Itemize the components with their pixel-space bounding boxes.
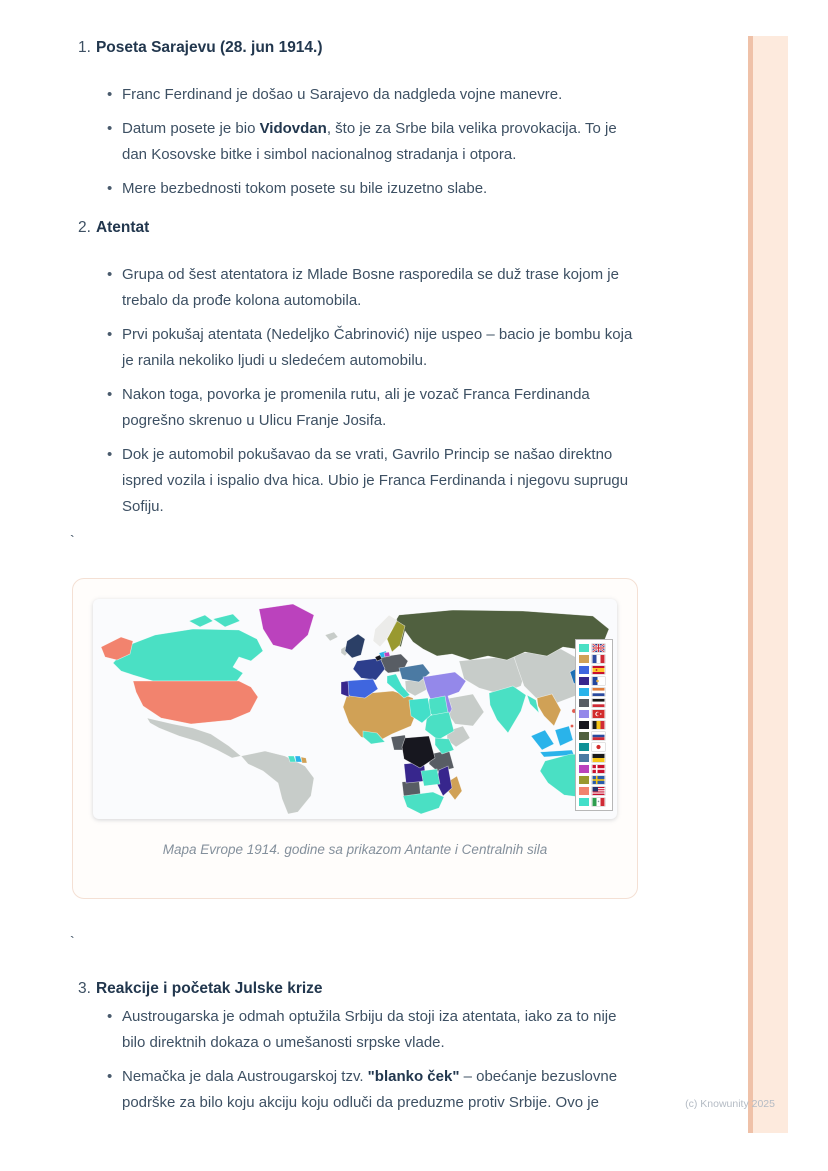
section-atentat — [78, 218, 653, 520]
copyright-note: (c) Knowunity 2025 — [685, 1098, 775, 1110]
body-text: Mere bezbednosti tokom posete su bile izuzetno slabe. — [122, 180, 488, 197]
bullet-item — [106, 82, 634, 108]
legend-row — [579, 666, 609, 674]
bullet-item — [106, 116, 634, 168]
section-title: Atentat — [95, 219, 150, 236]
body-text: Nakon toga, povorka je promenila rutu, ali je vozač Franca Ferdinanda pogrešno skrenuo u Ulicu Franje Josifa. — [122, 386, 590, 429]
bold-text: Vidovdan — [259, 120, 327, 137]
bullet-item — [106, 1064, 634, 1116]
region-france — [353, 658, 385, 680]
netherlands-flag-icon — [592, 688, 605, 696]
legend-color-swatch — [579, 688, 589, 696]
body-text: Austrougarska je odmah optužila Srbiju da stoji iza atentata, iako za to nije bilo direktnih dokaza o umešanosti srpske vlade. — [122, 1008, 617, 1051]
edge-stripe-fill — [753, 36, 788, 1133]
bullet-list — [78, 82, 634, 202]
legend-row — [579, 754, 609, 762]
portugal-flag-icon — [592, 677, 605, 685]
bullet-item — [106, 322, 634, 374]
section-heading — [78, 218, 653, 238]
section-heading — [78, 979, 653, 999]
legend-row — [579, 743, 609, 751]
bullet-item — [106, 176, 634, 202]
ottoman-empire-flag-icon — [592, 710, 605, 718]
belgium-flag-icon — [592, 721, 605, 729]
legend-row — [579, 732, 609, 740]
legend-row — [579, 721, 609, 729]
legend-row — [579, 787, 609, 795]
legend-row — [579, 710, 609, 718]
map-caption: Mapa Evrope 1914. godine sa prikazom Antante i Centralnih sila — [162, 842, 548, 857]
legend-color-swatch — [579, 776, 589, 784]
legend-color-swatch — [579, 754, 589, 762]
section-title: Reakcije i početak Julske krize — [95, 980, 323, 997]
legend-color-swatch — [579, 644, 589, 652]
bullet-list — [78, 262, 634, 520]
france-flag-icon — [592, 655, 605, 663]
legend-row — [579, 765, 609, 773]
bullet-item — [106, 262, 634, 314]
italy-flag-icon — [592, 798, 605, 806]
legend-color-swatch — [579, 666, 589, 674]
legend-row — [579, 798, 609, 806]
bullet-item — [106, 442, 634, 520]
section-number: 3. — [78, 980, 91, 997]
map-legend — [575, 639, 613, 811]
legend-color-swatch — [579, 677, 589, 685]
region-united-kingdom — [345, 634, 365, 658]
legend-row — [579, 699, 609, 707]
section-title: Poseta Sarajevu (28. jun 1914.) — [95, 39, 323, 56]
bullet-item — [106, 382, 634, 434]
legend-color-swatch — [579, 732, 589, 740]
body-text: Dok je automobil pokušavao da se vrati, Gavrilo Princip se našao direktno ispred vozila i ispalio dva hica. Ubio je Franca Ferdinanda i njegovu suprugu Sofiju. — [122, 446, 629, 515]
legend-row — [579, 644, 609, 652]
legend-row — [579, 688, 609, 696]
legend-color-swatch — [579, 743, 589, 751]
body-text: Datum posete je bio — [122, 120, 260, 137]
body-text: – obećanje bezuslovne podrške za bilo koju akciju koju odluči da preduzme protiv Srbije. Ovo je — [122, 1068, 618, 1111]
legend-row — [579, 677, 609, 685]
legend-color-swatch — [579, 721, 589, 729]
legend-color-swatch — [579, 655, 589, 663]
united-states-flag-icon — [592, 787, 605, 795]
world-map — [93, 599, 617, 819]
note-content — [70, 38, 653, 1124]
bullet-list — [78, 1004, 634, 1116]
sweden-flag-icon — [592, 776, 605, 784]
region-denmark — [259, 604, 390, 657]
denmark-flag-icon — [592, 765, 605, 773]
russia-flag-icon — [592, 732, 605, 740]
world-map-image — [93, 599, 617, 819]
legend-color-swatch — [579, 798, 589, 806]
bullet-item — [106, 1004, 634, 1056]
section-reakcije — [78, 979, 653, 1116]
austria-hungary-flag-icon — [592, 754, 605, 762]
legend-color-swatch — [579, 699, 589, 707]
legend-row — [579, 776, 609, 784]
body-text: , što je za Srbe bila velika provokacija. To je dan Kosovske bitke i simbol nacionalnog stradanja i otpora. — [122, 120, 617, 163]
body-text: Franc Ferdinand je došao u Sarajevo da nadgleda vojne manevre. — [122, 86, 563, 103]
section-poseta-sarajevu — [78, 38, 653, 202]
united-kingdom-flag-icon — [592, 644, 605, 652]
german-empire-flag-icon — [592, 699, 605, 707]
section-number: 1. — [78, 39, 91, 56]
legend-row — [579, 655, 609, 663]
body-text: Nemačka je dala Austrougarskoj tzv. — [122, 1068, 368, 1085]
stray-backtick: ` — [70, 532, 75, 548]
legend-color-swatch — [579, 765, 589, 773]
japan-flag-icon — [592, 743, 605, 751]
section-number: 2. — [78, 219, 91, 236]
legend-color-swatch — [579, 710, 589, 718]
body-text: Grupa od šest atentatora iz Mlade Bosne rasporedila se duž trase kojom je trebalo da prođe kolona automobila. — [122, 266, 619, 309]
legend-color-swatch — [579, 787, 589, 795]
body-text: Prvi pokušaj atentata (Nedeljko Čabrinović) nije uspeo – bacio je bombu koja je ranila nekoliko ljudi u sledećem automobilu. — [122, 326, 633, 369]
section-heading — [78, 38, 653, 58]
stray-backtick: ` — [70, 933, 75, 949]
map-figure — [72, 578, 638, 899]
bold-text: "blanko ček" — [367, 1068, 460, 1085]
spain-flag-icon — [592, 666, 605, 674]
